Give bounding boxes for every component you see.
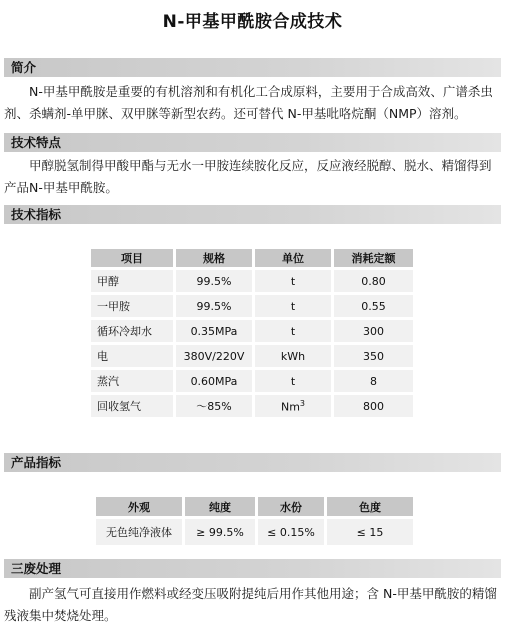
cell-item: 蒸汽 [91, 370, 173, 392]
cell-spec: 0.35MPa [176, 320, 252, 342]
cell-appearance: 无色纯净液体 [96, 519, 182, 545]
features-paragraph: 甲醇脱氢制得甲酸甲酯与无水一甲胺连续胺化反应，反应液经脱醇、脱水、精馏得到产品N-甲基甲酰胺。 [4, 158, 492, 195]
cell-item: 回收氢气 [91, 395, 173, 417]
column-header-item: 项目 [91, 249, 173, 267]
cell-consumption: 800 [334, 395, 413, 417]
cell-item: 甲醇 [91, 270, 173, 292]
section-header-features: 技术特点 [4, 133, 501, 152]
table-header-row [91, 249, 413, 267]
cell-item: 电 [91, 345, 173, 367]
cell-unit: t [255, 295, 331, 317]
cell-unit: t [255, 370, 331, 392]
table-row [91, 320, 413, 342]
cell-unit: t [255, 270, 331, 292]
column-header-unit: 单位 [255, 249, 331, 267]
product-indicators-table [93, 494, 416, 548]
column-header-purity: 纯度 [185, 497, 255, 516]
waste-paragraph: 副产氢气可直接用作燃料或经变压吸附提纯后用作其他用途；含 N-甲基甲酰胺的精馏残液集中焚烧处理。 [4, 586, 497, 623]
cell-unit [255, 395, 331, 417]
section-header-waste: 三废处理 [4, 559, 501, 578]
column-header-spec: 规格 [176, 249, 252, 267]
tech-indicators-table [88, 246, 416, 420]
unit-superscript: 3 [299, 398, 306, 408]
cell-consumption: 0.55 [334, 295, 413, 317]
table-row [91, 295, 413, 317]
cell-color: ≤ 15 [327, 519, 413, 545]
section-header-tech-indicators: 技术指标 [4, 205, 501, 224]
cell-consumption: 8 [334, 370, 413, 392]
cell-spec: 380V/220V [176, 345, 252, 367]
column-header-appearance: 外观 [96, 497, 182, 516]
cell-consumption: 350 [334, 345, 413, 367]
table-row [91, 345, 413, 367]
column-header-consumption: 消耗定额 [334, 249, 413, 267]
cell-unit: t [255, 320, 331, 342]
cell-spec: 0.60MPa [176, 370, 252, 392]
section-header-product-indicators: 产品指标 [4, 453, 501, 472]
column-header-moisture: 水份 [258, 497, 324, 516]
cell-consumption: 0.80 [334, 270, 413, 292]
intro-paragraph: N-甲基甲酰胺是重要的有机溶剂和有机化工合成原料，主要用于合成高效、广谱杀虫剂、杀螨剂-单甲脒、双甲脒等新型农药。还可替代 N-甲基吡咯烷酮（NMP）溶剂。 [4, 84, 493, 121]
table-header-row [96, 497, 413, 516]
cell-spec: ～85% [176, 395, 252, 417]
page-title: N-甲基甲酰胺合成技术 [162, 12, 343, 32]
unit-text: Nm [280, 400, 300, 414]
table-row [96, 519, 413, 545]
cell-item: 循环冷却水 [91, 320, 173, 342]
section-header-intro: 简介 [4, 58, 501, 77]
cell-consumption: 300 [334, 320, 413, 342]
column-header-color: 色度 [327, 497, 413, 516]
cell-spec: 99.5% [176, 270, 252, 292]
cell-purity: ≥ 99.5% [185, 519, 255, 545]
table-row [91, 270, 413, 292]
cell-spec: 99.5% [176, 295, 252, 317]
cell-item: 一甲胺 [91, 295, 173, 317]
cell-unit: kWh [255, 345, 331, 367]
table-row [91, 370, 413, 392]
cell-moisture: ≤ 0.15% [258, 519, 324, 545]
table-row [91, 395, 413, 417]
